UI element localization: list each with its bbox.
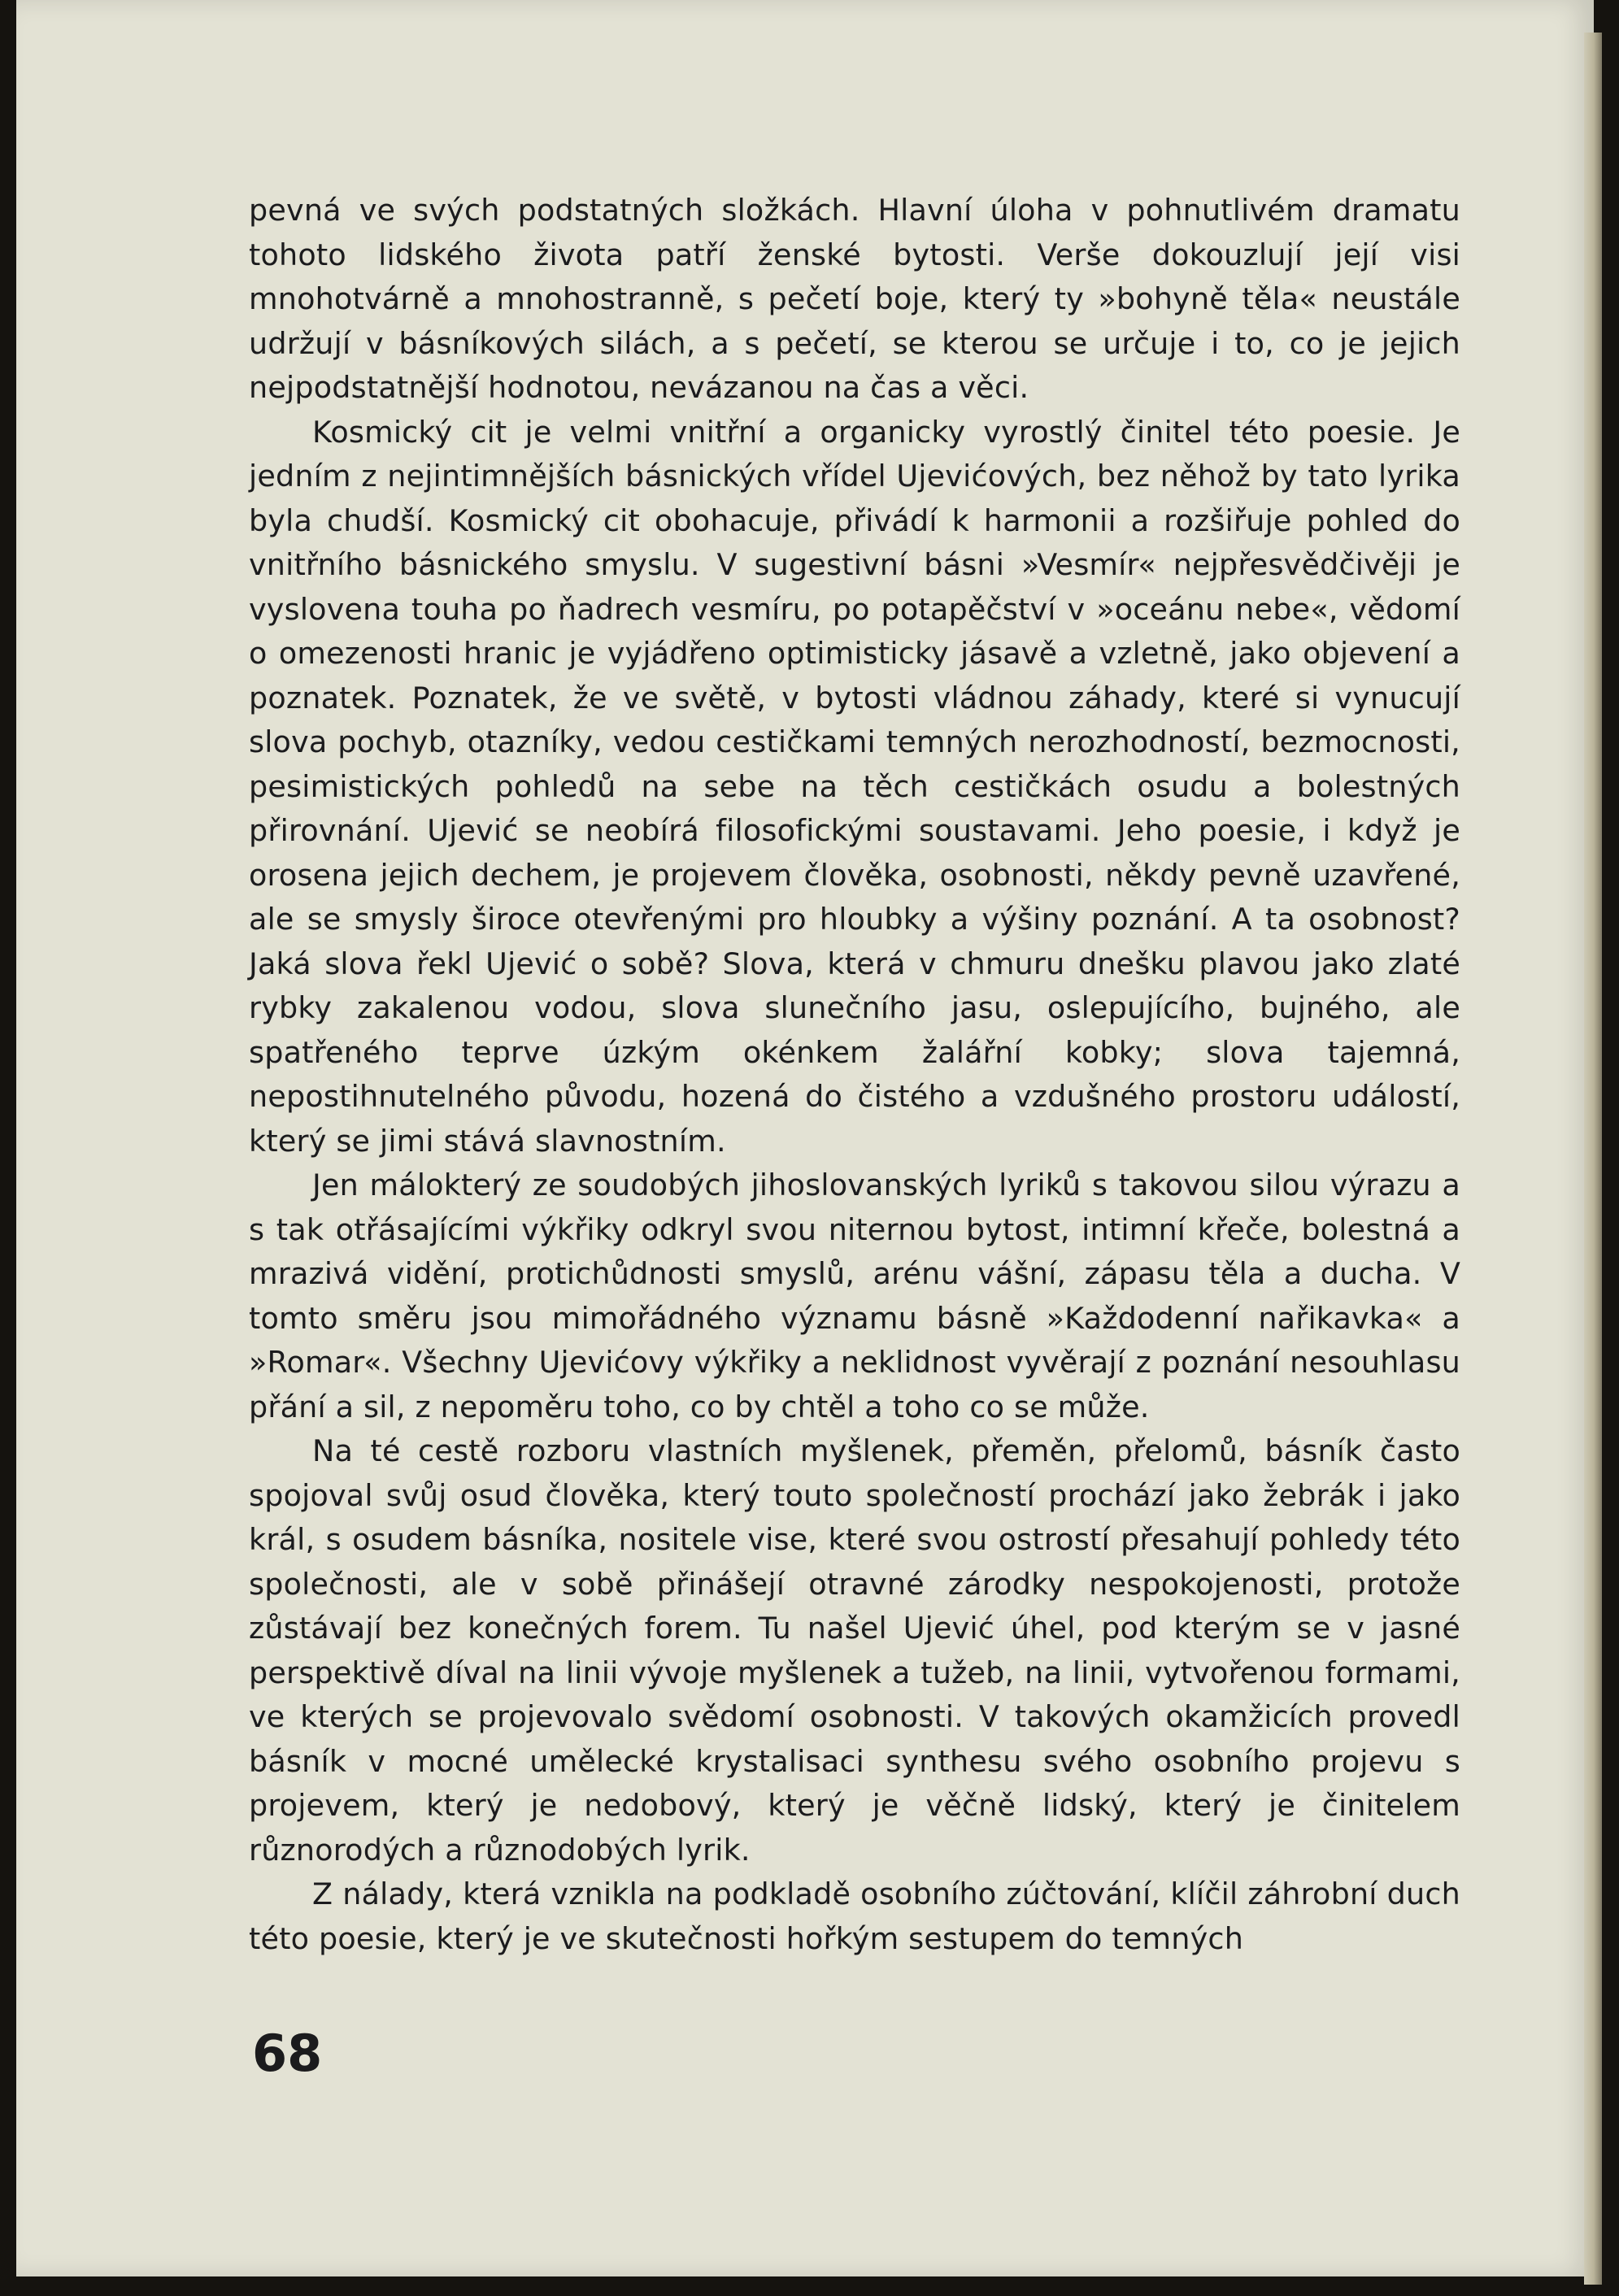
paragraph-3: Jen málokterý ze soudobých jihoslovanských lyriků s takovou silou výrazu a s tak otřásajícími výkřiky odkryl svou niternou bytost, intimní křeče, bolestná a mrazivá vidění, protichůdnosti smyslů, arénu vášní, zápasu těla a ducha. V tomto směru jsou mimořádného významu básně »Každodenní nařikavka« a »Romar«. Všechny Ujevićovy výkřiky a neklidnost vyvěrají z poznání nesouhlasu přání a sil, z nepoměru toho, co by chtěl a toho co se může. xyxy=(249,1168,1460,1424)
paragraph-1: pevná ve svých podstatných složkách. Hlavní úloha v pohnutlivém dramatu tohoto lidského života patří ženské bytosti. Verše dokouzlují její visi mnohotvárně a mnohostranně, s pečetí boje, který ty »bohyně těla« neustále udržují v básníkových silách, a s pečetí, se kterou se určuje i to, co je jejich nejpodstatnější hodnotou, nevázanou na čas a věci. xyxy=(249,193,1460,405)
paragraph-2: Kosmický cit je velmi vnitřní a organicky vyrostlý činitel této poesie. Je jedním z nejintimnějších básnických vřídel Ujevićových, bez něhož by tato lyrika byla chudší. Kosmický cit obohacuje, přivádí k harmonii a rozšiřuje pohled do vnitřního básnického smyslu. V sugestivní básni »Vesmír« nejpřesvědčivěji je vyslovena touha po ňadrech vesmíru, po potapěčství v »oceánu nebe«, vědomí o omezenosti hranic je vyjádřeno optimisticky jásavě a vzletně, jako objevení a poznatek. Poznatek, že ve světě, v bytosti vládnou záhady, které si vynucují slova pochyb, otazníky, vedou cestičkami temných nerozhodností, bezmocnosti, pesimistických pohledů na sebe na těch cestičkách osudu a bolestných přirovnání. Ujević se neobírá filosofickými soustavami. Jeho poesie, i když je orosena jejich dechem, je projevem člověka, osobnosti, někdy pevně uzavřené, ale se smysly široce otevřenými pro hloubky a výšiny poznání. A ta osobnost? Jaká slova řekl Ujević o sobě? Slova, která v chmuru dnešku plavou jako zlaté rybky zakalenou vodou, slova slunečního jasu, oslepujícího, bujného, ale spatřeného teprve úzkým okénkem žalářní kobky; slova tajemná, nepostihnutelného původu, hozená do čistého a vzdušného prostoru událostí, který se jimi stává slavnostním. xyxy=(249,414,1460,1159)
page-number: 68 xyxy=(252,2024,323,2083)
body-text xyxy=(249,189,1460,1961)
paper-sheet xyxy=(16,0,1594,2276)
paragraph-4: Na té cestě rozboru vlastních myšlenek, přeměn, přelomů, básník často spojoval svůj osud člověka, který touto společností prochází jako žebrák i jako král, s osudem básníka, nositele vise, které svou ostrostí přesahují pohledy této společnosti, ale v sobě přinášejí otravné zárodky nespokojenosti, protože zůstávají bez konečných forem. Tu našel Ujević úhel, pod kterým se v jasné perspektivě díval na linii vývoje myšlenek a tužeb, na linii, vytvořenou formami, ve kterých se projevovalo svědomí osobnosti. V takových okamžicích provedl básník v mocné umělecké krystalisaci synthesu svého osobního projevu s projevem, který je nedobový, který je věčně lidský, který je činitelem různorodých a různodobých lyrik. xyxy=(249,1433,1460,1868)
paragraph-5: Z nálady, která vznikla na podkladě osobního zúčtování, klíčil záhrobní duch této poesie, který je ve skutečnosti hořkým sestupem do temných xyxy=(249,1876,1460,1956)
page-edge-shadow xyxy=(1584,33,1602,2285)
